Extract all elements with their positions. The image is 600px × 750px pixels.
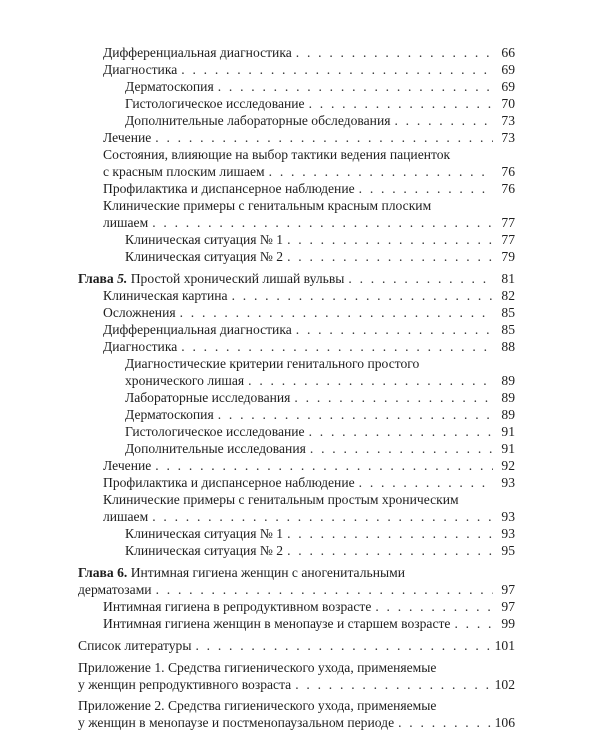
chapter-label: Глава xyxy=(78,271,114,286)
toc-entry-title: Дополнительные исследования xyxy=(125,441,306,456)
leader-dots xyxy=(287,231,493,248)
toc-entry-title: Дифференциальная диагностика xyxy=(103,45,292,60)
leader-dots xyxy=(359,474,493,491)
toc-entry-page: 101 xyxy=(494,638,515,653)
toc-entry-page: 89 xyxy=(501,390,515,405)
toc-entry-page: 85 xyxy=(501,322,515,337)
toc-entry-title-line1: Состояния, влияющие на выбор тактики ведения пациенток xyxy=(103,147,451,162)
toc-entry xyxy=(103,214,515,231)
leader-dots xyxy=(152,508,493,525)
toc-entry-title: Лечение xyxy=(103,458,152,473)
toc-entry xyxy=(103,598,515,615)
toc-entry xyxy=(103,61,515,78)
toc-entry-page: 82 xyxy=(501,288,515,303)
toc-entry xyxy=(103,304,515,321)
toc-entry-title: дерматозами xyxy=(78,582,152,597)
toc-entry-title: Дополнительные лабораторные обследования xyxy=(125,113,391,128)
toc-entry-title: Клиническая картина xyxy=(103,288,228,303)
toc-entry-page: 106 xyxy=(494,715,515,730)
toc-entry xyxy=(103,508,515,525)
leader-dots xyxy=(155,457,493,474)
toc-entry xyxy=(125,389,515,406)
toc-entry xyxy=(125,423,515,440)
toc-entry xyxy=(125,542,515,559)
toc-entry-page: 76 xyxy=(501,181,515,196)
toc-entry-title: Клиническая ситуация № 2 xyxy=(125,249,284,264)
leader-dots xyxy=(218,78,493,95)
leader-dots xyxy=(181,61,493,78)
toc-entry-title: Дерматоскопия xyxy=(125,79,214,94)
toc-entry xyxy=(125,112,515,129)
leader-dots xyxy=(359,180,493,197)
toc-entry-title: лишаем xyxy=(103,509,149,524)
leader-dots xyxy=(398,714,491,731)
toc-entry-page: 89 xyxy=(501,407,515,422)
toc-entry-page: 73 xyxy=(501,130,515,145)
toc-entry-page: 81 xyxy=(501,271,515,286)
leader-dots xyxy=(309,95,493,112)
toc-entry xyxy=(103,129,515,146)
toc-entry xyxy=(103,321,515,338)
toc-entry-page: 79 xyxy=(501,249,515,264)
toc-entry-page: 93 xyxy=(501,475,515,490)
leader-dots xyxy=(156,581,493,598)
toc-chapter-entry xyxy=(78,581,515,598)
toc-entry-page: 66 xyxy=(501,45,515,60)
leader-dots xyxy=(310,440,493,457)
toc-entry-title: Гистологическое исследование xyxy=(125,424,305,439)
toc-chapter-entry xyxy=(78,270,515,287)
toc-entry-title: Клиническая ситуация № 2 xyxy=(125,543,284,558)
leader-dots xyxy=(296,321,493,338)
toc-entry-page: 99 xyxy=(501,616,515,631)
toc-entry xyxy=(125,78,515,95)
toc-entry-page: 70 xyxy=(501,96,515,111)
toc-entry-title: Интимная гигиена в репродуктивном возрасте xyxy=(103,599,372,614)
toc-entry-page: 89 xyxy=(501,373,515,388)
toc-entry-title: Клиническая ситуация № 1 xyxy=(125,526,284,541)
chapter-title-text: Простой хронический лишай вульвы xyxy=(130,271,345,286)
toc-entry xyxy=(103,457,515,474)
leader-dots xyxy=(287,525,493,542)
toc-entry-title: лишаем xyxy=(103,215,149,230)
leader-dots xyxy=(348,270,493,287)
leader-dots xyxy=(218,406,493,423)
leader-dots xyxy=(287,248,493,265)
toc-entry-title: Список литературы xyxy=(78,638,192,653)
toc-entry-page: 69 xyxy=(501,79,515,94)
toc-entry xyxy=(125,406,515,423)
toc-entry-page: 102 xyxy=(494,677,515,692)
toc-entry-page: 95 xyxy=(501,543,515,558)
toc-entry-page: 73 xyxy=(501,113,515,128)
toc-entry xyxy=(78,714,515,731)
toc-entry-title: Диагностика xyxy=(103,62,178,77)
toc-entry-page: 77 xyxy=(501,232,515,247)
leader-dots xyxy=(294,389,493,406)
toc-entry-page: 97 xyxy=(501,599,515,614)
toc-entry xyxy=(125,95,515,112)
toc-entry xyxy=(103,287,515,304)
toc-entry-title: у женщин в менопаузе и постменопаузальном периоде xyxy=(78,715,395,730)
toc-entry-title-line1: Диагностические критерии генитального простого xyxy=(125,356,420,371)
toc-entry xyxy=(125,525,515,542)
toc-entry-title: Дифференциальная диагностика xyxy=(103,322,292,337)
toc-entry-title-line1: Клинические примеры с генитальным красным плоским xyxy=(103,198,432,213)
toc-entry-title: Лечение xyxy=(103,130,152,145)
toc-entry-title: Клиническая ситуация № 1 xyxy=(125,232,284,247)
leader-dots xyxy=(375,598,493,615)
leader-dots xyxy=(295,676,490,693)
leader-dots xyxy=(232,287,493,304)
leader-dots xyxy=(155,129,493,146)
toc-entry-page: 85 xyxy=(501,305,515,320)
toc-entry-page: 88 xyxy=(501,339,515,354)
leader-dots xyxy=(287,542,493,559)
chapter-title-text: Интимная гигиена женщин с аногенитальными xyxy=(130,565,405,580)
toc-entry-title: Гистологическое исследование xyxy=(125,96,305,111)
toc-entry-title: с красным плоским лишаем xyxy=(103,164,265,179)
toc-entry-title: Интимная гигиена женщин в менопаузе и старшем возрасте xyxy=(103,616,451,631)
toc-entry-page: 76 xyxy=(501,164,515,179)
toc-entry-page: 93 xyxy=(501,526,515,541)
toc-entry-title-line1: Клинические примеры с генитальным простым хроническим xyxy=(103,492,459,507)
leader-dots xyxy=(180,304,493,321)
toc-entry-title: Профилактика и диспансерное наблюдение xyxy=(103,181,355,196)
leader-dots xyxy=(248,372,493,389)
toc-entry-page: 93 xyxy=(501,509,515,524)
toc-entry xyxy=(78,676,515,693)
leader-dots xyxy=(181,338,493,355)
leader-dots xyxy=(296,44,493,61)
leader-dots xyxy=(309,423,493,440)
toc-entry-title-line1: Приложение 2. Средства гигиенического ухода, применяемые xyxy=(78,698,437,713)
toc-entry xyxy=(103,474,515,491)
toc-entry-title: Лабораторные исследования xyxy=(125,390,291,405)
toc-entry xyxy=(78,637,515,654)
leader-dots xyxy=(394,112,493,129)
toc-entry-title-line1: Приложение 1. Средства гигиенического ухода, применяемые xyxy=(78,660,437,675)
toc-entry xyxy=(125,372,515,389)
toc-entry xyxy=(103,180,515,197)
leader-dots xyxy=(195,637,490,654)
toc-entry xyxy=(103,163,515,180)
toc-entry-title: Диагностика xyxy=(103,339,178,354)
toc-entry-title: Профилактика и диспансерное наблюдение xyxy=(103,475,355,490)
toc-entry-page: 97 xyxy=(501,582,515,597)
toc-chapter-title xyxy=(78,270,344,287)
toc-entry xyxy=(103,44,515,61)
toc-entry-title: Дерматоскопия xyxy=(125,407,214,422)
toc-entry xyxy=(125,231,515,248)
leader-dots xyxy=(454,615,493,632)
leader-dots xyxy=(269,163,493,180)
toc-entry xyxy=(125,440,515,457)
leader-dots xyxy=(152,214,493,231)
toc-entry-page: 69 xyxy=(501,62,515,77)
chapter-label: Глава 6. xyxy=(78,565,128,580)
toc-entry xyxy=(103,615,515,632)
toc-entry xyxy=(103,338,515,355)
toc-entry-title: Осложнения xyxy=(103,305,176,320)
chapter-number: 5. xyxy=(117,271,128,286)
toc-entry-page: 77 xyxy=(501,215,515,230)
toc-entry-title: у женщин репродуктивного возраста xyxy=(78,677,292,692)
toc-chapter-title-line1 xyxy=(78,564,405,581)
toc-entry xyxy=(125,248,515,265)
toc-entry-page: 92 xyxy=(501,458,515,473)
toc-entry-title: хронического лишая xyxy=(125,373,245,388)
toc-entry-page: 91 xyxy=(501,424,515,439)
toc-entry-page: 91 xyxy=(501,441,515,456)
